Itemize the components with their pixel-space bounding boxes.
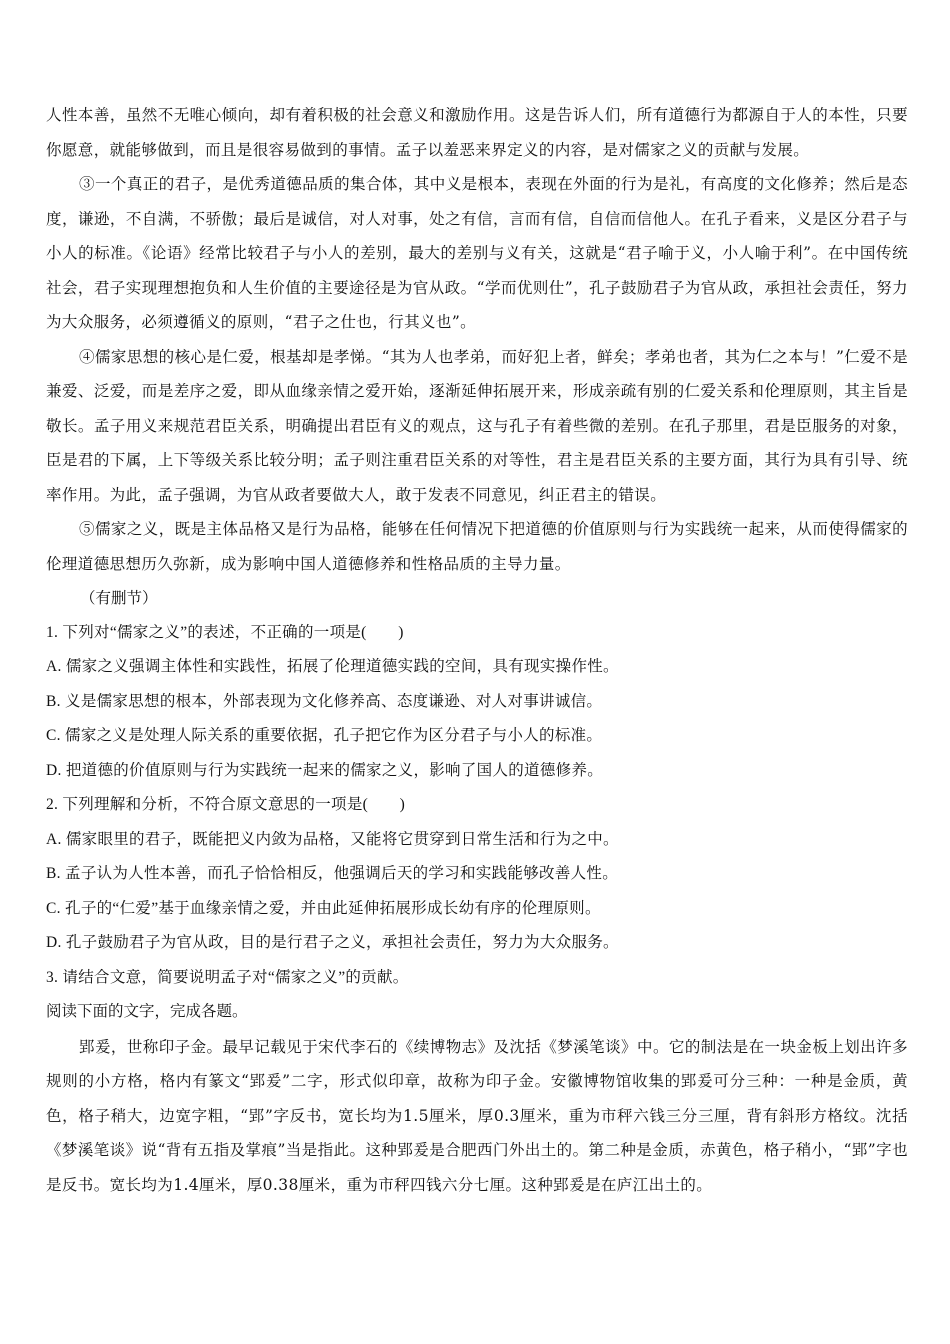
passage2-instruction: 阅读下面的文字，完成各题。 — [46, 1003, 248, 1020]
item-number: D. — [46, 934, 62, 951]
question-1-option-a — [46, 650, 908, 685]
document-page — [46, 98, 908, 1202]
question-list — [46, 616, 908, 996]
item-number: 2. — [46, 796, 59, 813]
item-text: 儒家眼里的君子，既能把义内敛为品格，又能将它贯穿到日常生活和行为之中。 — [65, 830, 619, 848]
item-number: A. — [46, 830, 62, 848]
item-number: A. — [46, 658, 62, 675]
item-number: C. — [46, 899, 61, 917]
question-2-option-c — [46, 892, 908, 927]
question-1-option-c — [46, 719, 908, 754]
item-number: D. — [46, 761, 62, 779]
item-text: 把道德的价值原则与行为实践统一起来的儒家之义，影响了国人的道德修养。 — [65, 761, 604, 779]
item-number: 1. — [46, 623, 59, 641]
item-number: C. — [46, 727, 61, 744]
item-number: 3. — [46, 968, 59, 986]
item-number: B. — [46, 692, 61, 710]
passage1-paragraph-4: ④儒家思想的核心是仁爱，根基却是孝悌。“其为人也孝弟，而好犯上者，鲜矣；孝弟也者，其为仁之本与！”仁爱不是兼爱、泛爱，而是差序之爱，即从血缘亲情之爱开始，逐渐延伸拓展开来，形成亲疏有别的仁爱关系和伦理原则，其主旨是敬长。孟子用义来规范君臣关系，明确提出君臣有义的观点，这与孔子有着些微的差别。在孔子那里，君是臣服务的对象，臣是君的下属，上下等级关系比较分明；孟子则注重君臣关系的对等性，君主是君臣关系的主要方面，其行为具有引导、统率作用。为此，孟子强调，为官从政者要做大人，敢于发表不同意见，纠正君主的错误。 — [46, 347, 908, 504]
passage2-paragraph-1: 郢爰，世称印子金。最早记载见于宋代李石的《续博物志》及沈括《梦溪笔谈》中。它的制法是在一块金板上划出许多规则的小方格，格内有篆文“郢爰”二字，形式似印章，故称为印子金。安徽博物馆收集的郢爰可分三种：一种是金质，黄色，格子稍大，边宽字粗，“郢”字反书，宽长均为1.5厘米，厚0.3厘米，重为市秤六钱三分三厘，背有斜形方格纹。沈括《梦溪笔谈》说“背有五指及掌痕”当是指此。这种郢爰是合肥西门外出土的。第二种是金质，赤黄色，格子稍小，“郢”字也是反书。宽长均为1.4厘米，厚0.38厘米，重为市秤四钱六分七厘。这种郢爰是在庐江出土的。 — [46, 1037, 908, 1194]
question-2-option-d — [46, 926, 908, 961]
passage1-paragraph-3: ③一个真正的君子，是优秀道德品质的集合体，其中义是根本，表现在外面的行为是礼，有高度的文化修养；然后是态度，谦逊，不自满，不骄傲；最后是诚信，对人对事，处之有信，言而有信，自信而信他人。在孔子看来，义是区分君子与小人的标准。《论语》经常比较君子与小人的差别，最大的差别与义有关，这就是“君子喻于义，小人喻于利”。在中国传统社会，君子实现理想抱负和人生价值的主要途径是为官从政。“学而优则仕”，孔子鼓励君子为官从政，承担社会责任，努力为大众服务，必须遵循义的原则，“君子之仕也，行其义也”。 — [46, 175, 908, 331]
item-text: 孔子的“仁爱”基于血缘亲情之爱，并由此延伸拓展形成长幼有序的伦理原则。 — [65, 899, 601, 917]
passage1-paragraph-continued: 人性本善，虽然不无唯心倾向，却有着积极的社会意义和激励作用。这是告诉人们，所有道德行为都源自于人的本性，只要你愿意，就能够做到，而且是很容易做到的事情。孟子以羞恶来界定义的内容，是对儒家之义的贡献与发展。 — [46, 106, 908, 159]
question-3 — [46, 961, 908, 996]
question-1-option-d — [46, 754, 908, 789]
abridged-note: （有删节） — [80, 589, 158, 607]
item-text: 义是儒家思想的根本，外部表现为文化修养高、态度谦逊、对人对事讲诚信。 — [65, 692, 603, 710]
item-text: 下列理解和分析，不符合原文意思的一项是( ) — [62, 796, 406, 813]
item-text: 儒家之义是处理人际关系的重要依据，孔子把它作为区分君子与小人的标准。 — [65, 727, 603, 744]
item-text: 请结合文意，简要说明孟子对“儒家之义”的贡献。 — [62, 968, 409, 986]
item-text: 孟子认为人性本善，而孔子恰恰相反，他强调后天的学习和实践能够改善人性。 — [65, 865, 619, 882]
item-text: 孔子鼓励君子为官从政，目的是行君子之义，承担社会责任，努力为大众服务。 — [65, 934, 619, 951]
item-text: 下列对“儒家之义”的表述，不正确的一项是( ) — [62, 623, 404, 641]
question-2-option-a — [46, 823, 908, 858]
question-1 — [46, 616, 908, 651]
question-1-option-b — [46, 685, 908, 720]
item-text: 儒家之义强调主体性和实践性，拓展了伦理道德实践的空间，具有现实操作性。 — [65, 658, 619, 675]
question-2 — [46, 788, 908, 823]
question-2-option-b — [46, 857, 908, 892]
item-number: B. — [46, 865, 61, 882]
passage1-paragraph-5: ⑤儒家之义，既是主体品格又是行为品格，能够在任何情况下把道德的价值原则与行为实践统一起来，从而使得儒家的伦理道德思想历久弥新，成为影响中国人道德修养和性格品质的主导力量。 — [46, 520, 908, 573]
